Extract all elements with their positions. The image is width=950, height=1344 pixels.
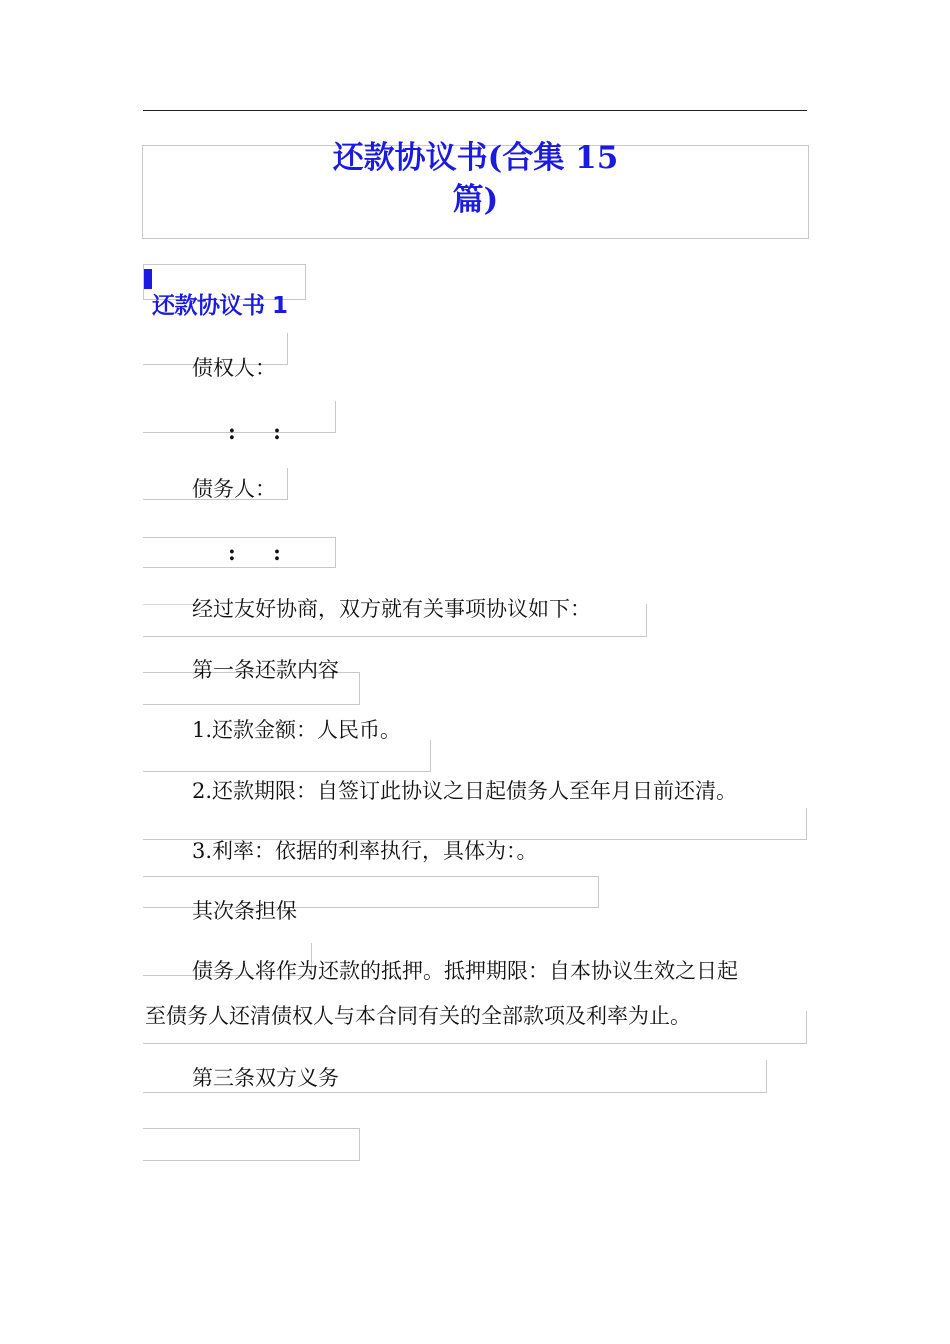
item1-frame [143, 740, 431, 772]
guarantee-frame [143, 1011, 807, 1044]
guarantee-line-1: 债务人将作为还款的抵押。抵押期限：自本协议生效之日起 [192, 959, 738, 983]
article3-title: 第三条双方义务 [192, 1066, 339, 1090]
intro-lead [143, 604, 193, 605]
section-heading: 还款协议书 1 [152, 293, 288, 319]
title-line-2: 篇) [452, 182, 499, 218]
creditor-fields: : : [228, 419, 281, 444]
trailing-frame [143, 1128, 360, 1161]
article2-title: 其次条担保 [192, 899, 297, 923]
item3-text: 3.利率：依据的利率执行，具体为：。 [192, 839, 538, 863]
debtor-fields: : : [228, 540, 281, 565]
creditor-label: 债权人： [192, 356, 276, 380]
title-line-1: 还款协议书(合集 15 [332, 140, 619, 176]
document-title [142, 137, 809, 221]
debtor-label: 债务人： [192, 477, 276, 501]
item2-frame [143, 808, 807, 840]
header-rule [143, 110, 807, 111]
intro-text: 经过友好协商，双方就有关事项协议如下： [192, 597, 591, 621]
heading-marker [144, 269, 152, 289]
item2-text: 2.还款期限：自签订此协议之日起债务人至年月日前还清。 [192, 779, 738, 803]
guarantee-line-2: 至债务人还清债权人与本合同有关的全部款项及利率为止。 [145, 1004, 691, 1028]
article1-title: 第一条还款内容 [192, 658, 339, 682]
item1-text: 1.还款金额：人民币。 [192, 718, 402, 742]
